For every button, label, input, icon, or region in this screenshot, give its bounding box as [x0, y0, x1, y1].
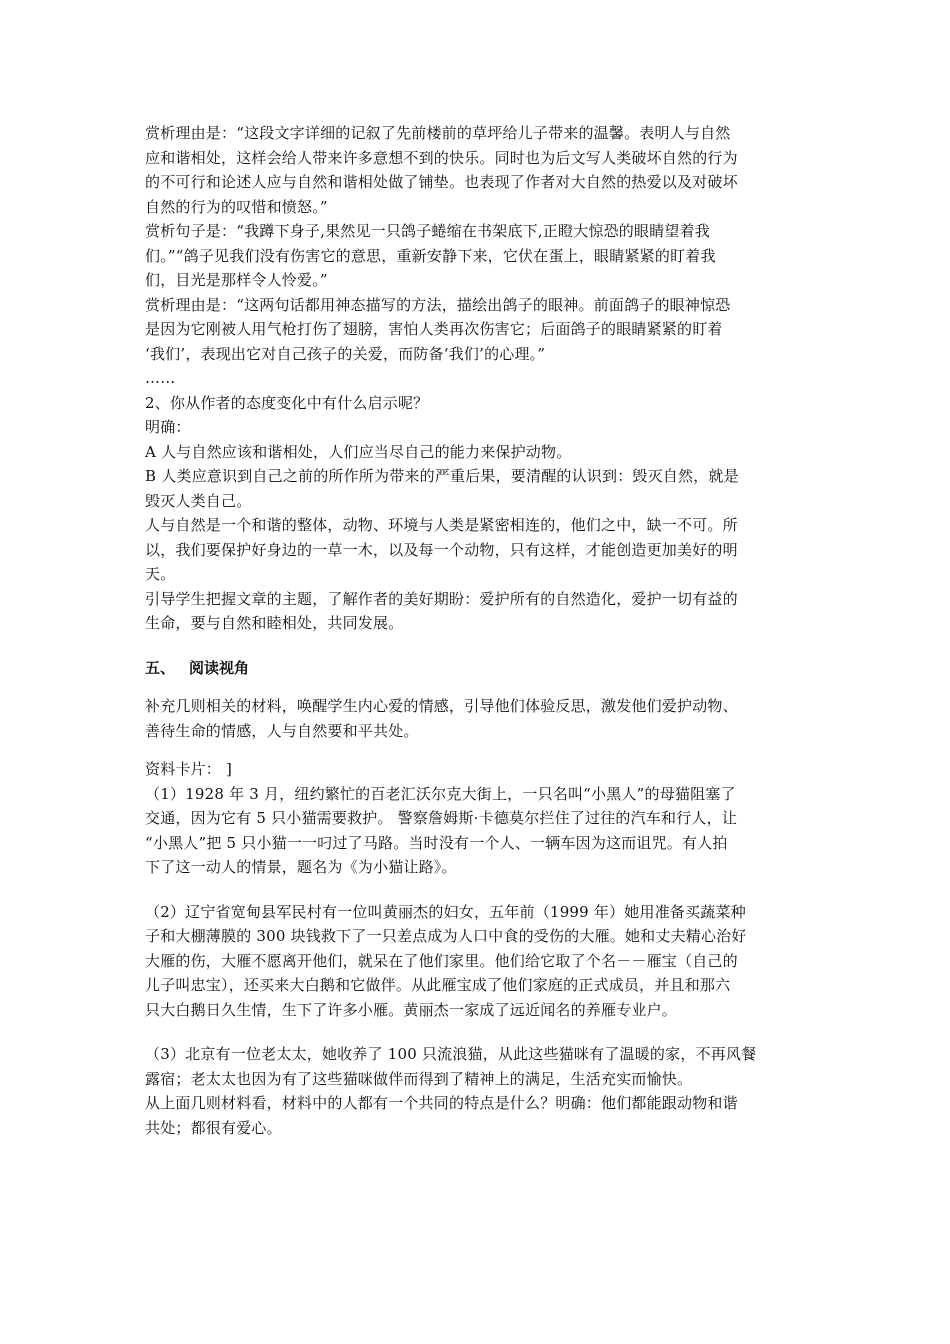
section-title: 阅读视角	[189, 658, 250, 677]
text-line: “小黑人”把 5 只小猫一一叼过了马路。当时没有一个人、一辆车因为这而诅咒。有人拍	[145, 833, 728, 852]
text-line: 自然的行为的叹惜和愤怒。”	[145, 197, 328, 216]
text-line: 大雁的伤，大雁不愿离开他们，就呆在了他们家里。他们给它取了个名－－雁宝（自己的	[145, 951, 738, 970]
document-page	[145, 121, 805, 1140]
analysis-section	[145, 121, 805, 636]
text-line: 赏析理由是：“这段文字详细的记叙了先前楼前的草坪给儿子带来的温馨。表明人与自然	[145, 124, 731, 142]
text-line: B 人类应意识到自己之前的所作所为带来的严重后果，要清醒的认识到：毁灭自然，就是	[145, 467, 739, 485]
text-line: 赏析理由是：“这两句话都用神态描写的方法，描绘出鸽子的眼神。前面鸽子的眼神惊恐	[145, 295, 731, 314]
text-line: 们，目光是那样令人怜爱。”	[145, 271, 328, 289]
text-line: 儿子叫忠宝），还买来大白鹅和它做伴。从此雁宝成了他们家庭的正式成员，并且和那六	[145, 976, 731, 994]
text-line: 补充几则相关的材料，唤醒学生内心爱的情感，引导他们体验反思，激发他们爱护动物、	[145, 697, 738, 715]
text-line: 赏析句子是：“我蹲下身子,果然见一只鸽子蜷缩在书架底下,正瞪大惊恐的眼睛望着我	[145, 222, 711, 240]
text-line: A 人与自然应该和谐相处，人们应当尽自己的能力来保护动物。	[145, 442, 572, 461]
text-line: 只大白鹅日久生情，生下了许多小雁。黄丽杰一家成了远近闻名的养雁专业户。	[145, 1000, 678, 1019]
spacer	[145, 680, 805, 694]
text-line: 子和大棚薄膜的 300 块钱救下了一只差点成为人口中食的受伤的大雁。她和丈夫精心治好	[145, 927, 747, 945]
text-line: 是因为它刚被人用气枪打伤了翅膀，害怕人类再次伤害它；后面鸽子的眼睛紧紧的盯着	[145, 320, 723, 338]
material-item-3	[145, 1042, 805, 1140]
spacer	[145, 1022, 805, 1042]
material-item-1	[145, 782, 805, 880]
intro-paragraph	[145, 694, 805, 743]
text-line: 交通，因为它有 5 只小猫需要救护。 警察詹姆斯·卡德莫尔拦住了过往的汽车和行人，让	[145, 809, 738, 827]
text-line: 天。	[145, 565, 176, 583]
text-line: ‘我们’，表现出它对自己孩子的关爱，而防备‘我们’的心理。”	[145, 344, 546, 363]
text-line: （3）北京有一位老太太，她收养了 100 只流浪猫，从此这些猫咪有了温暖的家，不再风餐	[145, 1045, 757, 1063]
text-line: 生命，要与自然和睦相处，共同发展。	[145, 614, 404, 632]
text-line: 人与自然是一个和谐的整体，动物、环境与人类是紧密相连的，他们之中，缺一不可。所	[145, 516, 738, 534]
material-item-2	[145, 900, 805, 1023]
text-line: 毁灭人类自己。	[145, 491, 252, 510]
text-line: 露宿；老太太也因为有了这些猫咪做伴而得到了精神上的满足，生活充实而愉快。	[145, 1069, 693, 1088]
text-line: 从上面几则材料看，材料中的人都有一个共同的特点是什么？明确：他们都能跟动物和谐	[145, 1094, 738, 1112]
text-line: （1）1928 年 3 月，纽约繁忙的百老汇沃尔克大街上，一只名叫“小黑人”的母猫阻塞了	[145, 784, 736, 803]
text-line: 共处；都很有爱心。	[145, 1118, 282, 1137]
card-label: 资料卡片： ]	[145, 760, 233, 778]
spacer	[145, 743, 805, 757]
spacer	[145, 880, 805, 900]
section-number: 五、	[145, 658, 176, 677]
text-line: 引导学生把握文章的主题，了解作者的美好期盼：爱护所有的自然造化，爱护一切有益的	[145, 589, 738, 608]
question-line: 2、你从作者的态度变化中有什么启示呢？	[145, 393, 429, 412]
section-heading	[145, 656, 805, 681]
text-line: （2）辽宁省宽甸县军民村有一位叫黄丽杰的妇女，五年前（1999 年）她用准备买蔬菜种	[145, 902, 746, 921]
answer-label: 明确：	[145, 418, 191, 436]
text-line: 的不可行和论述人应与自然和谐相处做了铺垫。也表现了作者对大自然的热爱以及对破坏	[145, 173, 738, 191]
ellipsis-line: ……	[145, 369, 176, 387]
text-line: 应和谐相处，这样会给人带来许多意想不到的快乐。同时也为后文写人类破坏自然的行为	[145, 148, 738, 167]
text-line: 下了这一动人的情景，题名为《为小猫让路》。	[145, 858, 457, 876]
text-line: 以，我们要保护好身边的一草一木，以及每一个动物，只有这样，才能创造更加美好的明	[145, 540, 738, 559]
text-line: 善待生命的情感，人与自然要和平共处。	[145, 721, 419, 740]
spacer	[145, 636, 805, 656]
text-line: 们。”“鸽子见我们没有伤害它的意思，重新安静下来，它伏在蛋上，眼睛紧紧的盯着我	[145, 246, 716, 265]
